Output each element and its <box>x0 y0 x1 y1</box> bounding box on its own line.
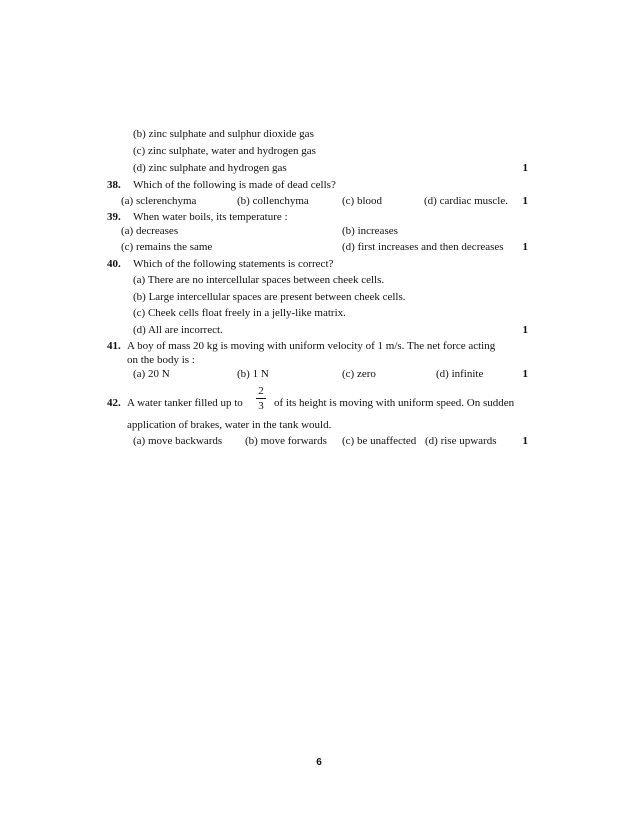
two-thirds-fraction <box>256 385 266 412</box>
q39-marks: 1 <box>522 241 528 253</box>
q38-marks: 1 <box>522 195 528 207</box>
q42-question-part2: of its height is moving with uniform speed. On sudden <box>274 397 515 409</box>
q39-option-a: (a) decreases <box>121 225 179 237</box>
q41-marks: 1 <box>522 368 528 380</box>
q42-option-b: (b) move forwards <box>245 435 327 447</box>
q42-question-part1: A water tanker filled up to <box>127 397 243 409</box>
q42-marks: 1 <box>522 435 528 447</box>
q42-number: 42. <box>107 397 121 409</box>
q37-marks: 1 <box>522 162 528 174</box>
q42-option-a: (a) move backwards <box>133 435 223 447</box>
q38-option-a: (a) sclerenchyma <box>121 195 197 207</box>
fraction-denominator: 3 <box>258 400 264 412</box>
fraction-numerator: 2 <box>258 385 264 397</box>
q40-question: Which of the following statements is correct? <box>133 258 334 270</box>
q38-option-b: (b) collenchyma <box>237 195 309 207</box>
q38-question: Which of the following is made of dead cells? <box>133 179 336 191</box>
q39-option-c: (c) remains the same <box>121 241 213 253</box>
q37-option-b: (b) zinc sulphate and sulphur dioxide gas <box>133 128 314 140</box>
q40-option-c: (c) Cheek cells float freely in a jelly-like matrix. <box>133 307 346 319</box>
q40-option-d: (d) All are incorrect. <box>133 324 223 336</box>
q37-option-c: (c) zinc sulphate, water and hydrogen gas <box>133 145 316 157</box>
q37-option-d: (d) zinc sulphate and hydrogen gas <box>133 162 287 174</box>
q41-option-d: (d) infinite <box>436 368 484 380</box>
q41-option-b: (b) 1 N <box>237 368 269 380</box>
q39-option-b: (b) increases <box>342 225 398 237</box>
q40-marks: 1 <box>522 324 528 336</box>
q38-option-c: (c) blood <box>342 195 383 207</box>
q42-option-d: (d) rise upwards <box>425 435 497 447</box>
q41-question-line2: on the body is : <box>127 354 195 366</box>
q39-number: 39. <box>107 211 121 223</box>
q42-option-c: (c) be unaffected <box>342 435 417 447</box>
q41-option-c: (c) zero <box>342 368 376 380</box>
q41-option-a: (a) 20 N <box>133 368 170 380</box>
q41-question-line1: A boy of mass 20 kg is moving with uniform velocity of 1 m/s. The net force acting <box>127 340 496 352</box>
fraction-bar <box>256 398 266 399</box>
q40-option-b: (b) Large intercellular spaces are present between cheek cells. <box>133 291 406 303</box>
q42-question-line2: application of brakes, water in the tank would. <box>127 419 332 431</box>
q38-option-d: (d) cardiac muscle. <box>424 195 508 207</box>
q39-option-d: (d) first increases and then decreases <box>342 241 504 253</box>
q40-option-a: (a) There are no intercellular spaces between cheek cells. <box>133 274 385 286</box>
page-number: 6 <box>316 757 322 768</box>
q39-question: When water boils, its temperature : <box>133 211 288 223</box>
q38-number: 38. <box>107 179 121 191</box>
q40-number: 40. <box>107 258 121 270</box>
q41-number: 41. <box>107 340 121 352</box>
